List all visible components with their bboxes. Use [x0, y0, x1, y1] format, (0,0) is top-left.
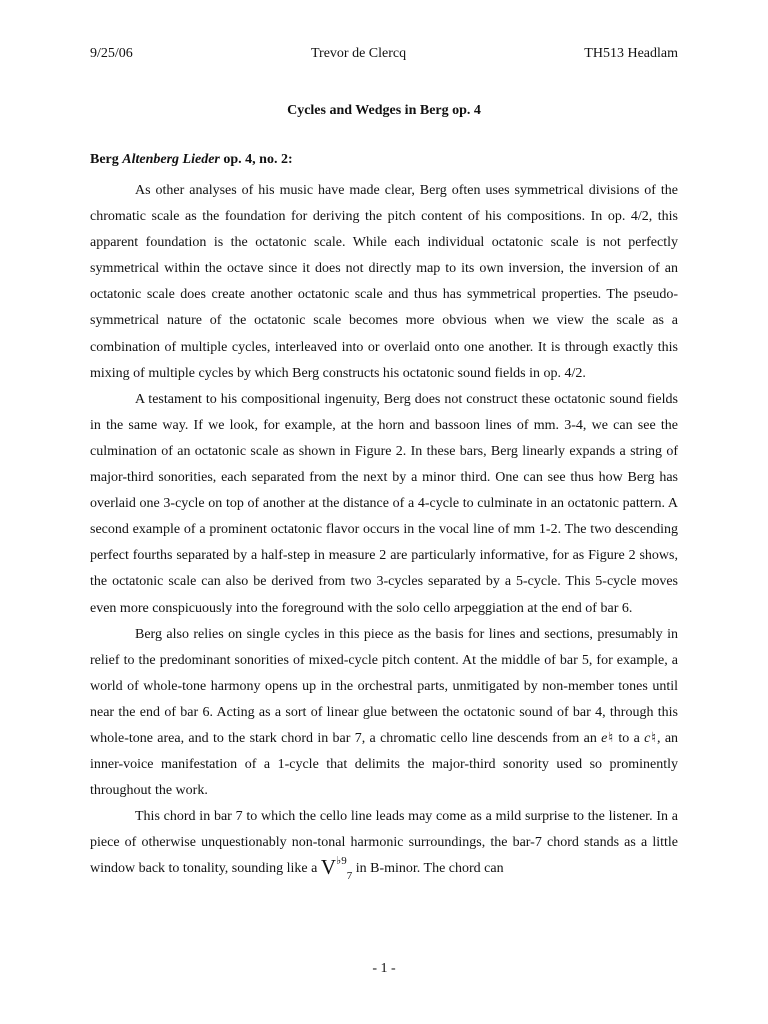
chord-symbol — [320, 855, 353, 883]
chord-flat-nine: ♭9 — [336, 855, 347, 868]
paragraph-3 — [90, 622, 678, 805]
header-course: TH513 Headlam — [584, 46, 678, 61]
paragraph-1: As other analyses of his music have made clear, Berg often uses symmetrical divisions of the chromatic scale as the foundation for deriving the pitch content of his compositions. In op. 4/2, this apparent foundation is the octatonic scale. While each individual octatonic scale is not perfectly symmetrical within the octave since it does not directly map to its own inversion, the inversion of an octatonic scale does create another octatonic scale and thus has symmetrical properties. The pseudo-symmetrical nature of the octatonic scale becomes more obvious when we view the scale as a combination of multiple cycles, interleaved into or overlaid onto one another. It is through exactly this mixing of multiple cycles by which Berg constructs his octatonic sound fields in op. 4/2. — [90, 183, 678, 381]
chord-numeral: V — [320, 855, 337, 880]
section-heading-work-title: Altenberg Lieder — [122, 152, 220, 167]
paragraph-2: A testament to his compositional ingenuity, Berg does not construct these octatonic sound fields in the same way. If we look, for example, at the horn and bassoon lines of mm. 3-4, we can see the culmination of an octatonic scale as shown in Figure 2. In these bars, Berg linearly expands a string of major-third sonorities, each separated from the next by a minor third. One can see thus how Berg has overlaid one 3-cycle on top of another at the distance of a 4-cycle to culminate in an octatonic pattern. A second example of a prominent octatonic flavor occurs in the vocal line of mm 1-2. The two descending perfect fourths separated by a half-step in measure 2 are particularly informative, for as Figure 2 shows, the octatonic scale can also be derived from two 3-cycles separated by a 5-cycle. This 5-cycle moves even more conspicuously into the foreground with the solo cello arpeggiation at the end of bar 6. — [90, 391, 678, 616]
section-heading-lead: Berg — [90, 152, 123, 167]
paragraph-3-text-b: to a — [614, 730, 645, 746]
paragraph-4-text-b: in B-minor. The chord can — [352, 861, 504, 877]
paragraph-4-text-a: This chord in bar 7 to which the cello line leads may come as a mild surprise to the listener. In a piece of otherwise unquestionably non-tonal harmonic surroundings, the bar-7 chord stands as a little window back to tonality, sounding like a — [90, 809, 678, 877]
document-title: Cycles and Wedges in Berg op. 4 — [287, 103, 481, 118]
note-c-natural: c♮ — [644, 730, 657, 746]
note-e-natural: e♮ — [601, 730, 615, 746]
section-heading-tail: op. 4, no. 2: — [219, 152, 293, 167]
header-date: 9/25/06 — [90, 46, 133, 61]
paragraph-3-text-a: Berg also relies on single cycles in this piece as the basis for lines and sections, presumably in relief to the predominant sonorities of mixed-cycle pitch content. At the middle of bar 5, for example, a world of whole-tone harmony opens up in the orchestral parts, unmitigated by non-member tones until near the end of bar 6. Acting as a sort of linear glue between the octatonic sound of bar 4, through this whole-tone area, and to the stark chord in bar 7, a chromatic cello line descends from an — [90, 626, 678, 746]
paragraph-3-text-c: , an inner-voice manifestation of a 1-cycle that delimits the major-third sonority used so prominently throughout the work. — [90, 730, 679, 799]
page-number: - 1 - — [372, 961, 396, 976]
page-header — [90, 46, 678, 62]
body-text — [90, 178, 678, 883]
paragraph-4 — [90, 804, 678, 882]
header-author: Trevor de Clercq — [310, 46, 407, 61]
section-heading — [90, 152, 293, 168]
chord-seventh: 7 — [346, 870, 353, 883]
